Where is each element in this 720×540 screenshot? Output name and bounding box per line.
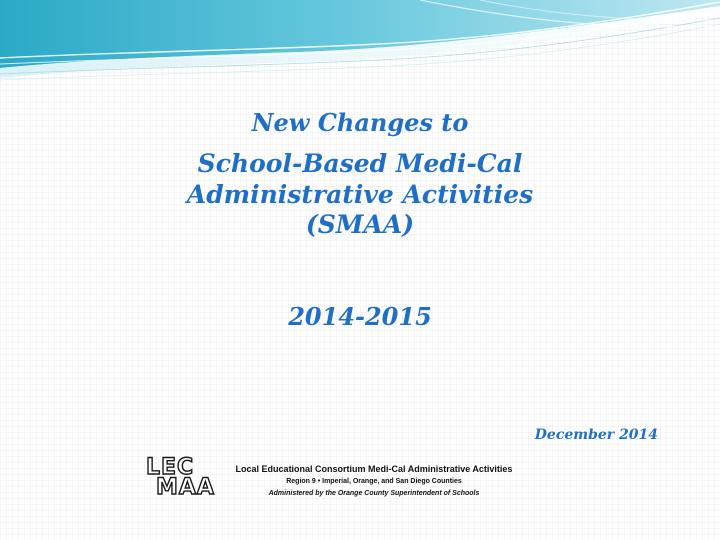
title-line-1: New Changes to (251, 108, 469, 137)
presentation-date: December 2014 (534, 427, 658, 443)
footer-organization-info (226, 463, 522, 499)
title-line-3: Administrative Activities (186, 180, 534, 209)
lecmaa-logo (144, 455, 220, 500)
slide-title (120, 104, 600, 240)
logo-line-2: MAA (156, 475, 215, 500)
title-line-4: (SMAA) (305, 210, 415, 239)
school-year: 2014-2015 (288, 302, 432, 331)
header-wave-graphic (0, 0, 720, 90)
administered-by-line: Administered by the Orange County Superintendent of Schools (268, 490, 480, 497)
title-line-2: School-Based Medi-Cal (197, 149, 523, 178)
org-name: Local Educational Consortium Medi-Cal Administrative Activities (235, 464, 513, 474)
region-line: Region 9 • Imperial, Orange, and San Diego Counties (286, 478, 462, 485)
logo-line-1: LEC (146, 455, 195, 480)
